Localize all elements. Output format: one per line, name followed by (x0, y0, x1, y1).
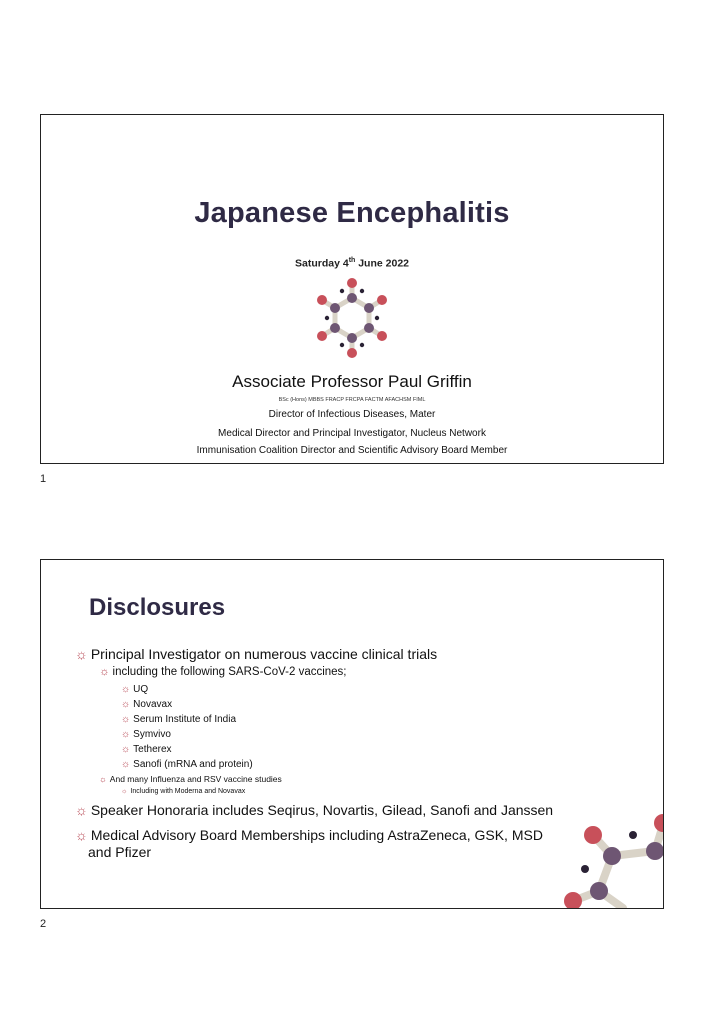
disclosures-slide (40, 559, 664, 909)
list-item: ☼ Novavax (121, 699, 173, 710)
presentation-date: Saturday 4th June 2022 (294, 257, 409, 270)
list-item: ☼ Principal Investigator on numerous vaccine clinical trials (75, 646, 438, 662)
slide-title: Disclosures (89, 594, 226, 621)
list-item: ☼ Medical Advisory Board Memberships including AstraZeneca, GSK, MSD (75, 827, 543, 843)
list-item: ☼ Symvivo (121, 729, 171, 740)
bullet-icon: ☼ (121, 744, 131, 755)
list-item: ☼ including the following SARS-CoV-2 vaccines; (99, 666, 347, 678)
list-item: ☼ Tetherex (121, 744, 172, 755)
list-item: ☼ Speaker Honoraria includes Seqirus, Novartis, Gilead, Sanofi and Janssen (75, 802, 554, 818)
presenter-role: Medical Director and Principal Investigator, Nucleus Network (218, 428, 486, 439)
molecule-logo-icon (311, 275, 393, 361)
presenter-name: Associate Professor Paul Griffin (232, 372, 472, 391)
slide-title: Japanese Encephalitis (194, 197, 510, 229)
bullet-icon: ☼ (75, 646, 88, 662)
presenter-qualifications: BSc (Hons) MBBS FRACP FRCPA FACTM AFACHSM FIML (278, 397, 426, 403)
title-slide (40, 114, 664, 464)
bullet-icon: ☼ (121, 714, 131, 725)
presenter-role: Director of Infectious Diseases, Mater (268, 409, 436, 420)
bullet-icon: ☼ (99, 666, 110, 678)
list-item: ☼ UQ (121, 684, 149, 695)
list-item: ☼ Serum Institute of India (121, 714, 237, 725)
bullet-icon: ☼ (121, 759, 131, 770)
list-item: ☼ Sanofi (mRNA and protein) (121, 759, 253, 770)
page-number: 1 (40, 473, 47, 485)
bullet-icon: ☼ (121, 788, 128, 795)
list-item-continuation: and Pfizer (88, 844, 152, 860)
page-number: 2 (40, 918, 47, 930)
bullet-icon: ☼ (75, 802, 88, 818)
molecule-decoration-icon (563, 813, 663, 908)
bullet-icon: ☼ (121, 699, 131, 710)
list-item: ☼ Including with Moderna and Novavax (121, 788, 246, 795)
presenter-role: Immunisation Coalition Director and Scientific Advisory Board Member (196, 445, 508, 456)
bullet-icon: ☼ (99, 774, 107, 784)
bullet-icon: ☼ (75, 827, 88, 843)
list-item: ☼ And many Influenza and RSV vaccine studies (99, 774, 282, 784)
bullet-icon: ☼ (121, 684, 131, 695)
bullet-icon: ☼ (121, 729, 131, 740)
